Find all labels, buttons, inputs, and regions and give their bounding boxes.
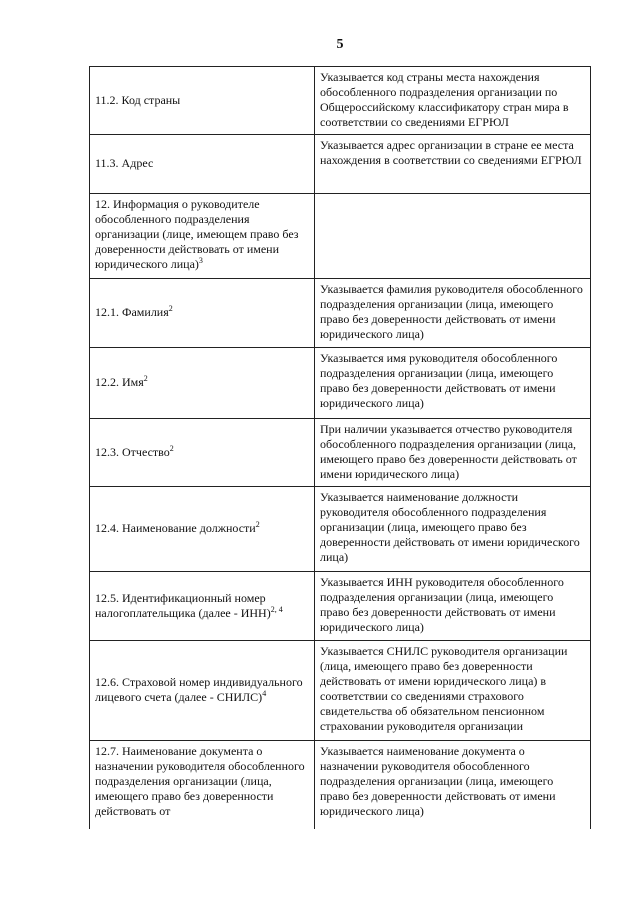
field-label: 12.7. Наименование документа о назначении руководителя обособленного подразделения организации (лица, имеющего право без доверенности действовать от [95,744,305,818]
description-cell: Указывается адрес организации в стране ее места нахождения в соответствии со сведениями ЕГРЮЛ [315,135,591,194]
field-label: 12.4. Наименование должности [95,521,256,535]
field-cell [90,135,315,194]
page-number: 5 [336,37,344,52]
field-label: 12.1. Фамилия [95,305,169,319]
field-cell [90,67,315,135]
field-label: 11.2. Код страны [95,92,181,107]
footnote-ref: 2 [255,520,260,529]
description-cell: Указывается наименование должности руководителя обособленного подразделения организации (лица, имеющего право без доверенности действовать от имени юридического лица) [315,487,591,572]
field-label: 12.5. Идентификационный номер налогоплательщика (далее - ИНН) [95,590,271,620]
field-label: 12.3. Отчество [95,444,170,459]
field-cell [90,279,315,348]
table-row [90,487,591,572]
table-row [90,135,591,194]
footnote-ref: 3 [198,256,203,265]
footnote-ref: 2 [169,443,174,453]
table-row [90,67,591,135]
table-row [90,572,591,641]
description-cell: Указывается СНИЛС руководителя организации (лица, имеющего право без доверенности действовать от имени юридического лица) в соответствии со сведениями страхового свидетельства об обязательном пенсионном страховании руководителя организации [315,641,591,741]
footnote-ref: 2 [168,304,173,313]
table-row [90,279,591,348]
table-row [90,348,591,419]
description-cell: Указывается наименование документа о назначении руководителя обособленного подразделения организации (лица, имеющего право без доверенности действовать от имени юридического лица) [315,741,591,829]
description-cell: При наличии указывается отчество руководителя обособленного подразделения организации (лица, имеющего право без доверенности действовать от имени юридического лица) [315,419,591,487]
field-label: 12. Информация о руководителе обособленного подразделения организации (лице, имеющем право без доверенности действовать от имени юридического лица) [95,197,299,271]
table-row [90,419,591,487]
field-cell [90,194,315,279]
description-cell: Указывается имя руководителя обособленного подразделения организации (лица, имеющего право без доверенности действовать от имени юридического лица) [315,348,591,419]
footnote-ref: 4 [262,689,267,698]
description-cell: Указывается код страны места нахождения обособленного подразделения организации по Общероссийскому классификатору стран мира в соответствии со сведениями ЕГРЮЛ [315,67,591,135]
table-row [90,741,591,829]
field-cell [90,741,315,829]
description-cell [315,194,591,279]
fields-table [89,66,591,829]
field-cell [90,348,315,419]
field-cell [90,419,315,487]
field-label: 12.6. Страховой номер индивидуального лицевого счета (далее - СНИЛС) [95,675,303,704]
field-cell [90,572,315,641]
footnote-ref: 2 [143,374,148,383]
description-cell: Указывается фамилия руководителя обособленного подразделения организации (лица, имеющего право без доверенности действовать от имени юридического лица) [315,279,591,348]
field-cell [90,641,315,741]
field-label: 12.2. Имя [95,375,144,389]
footnote-ref: 2, 4 [270,604,283,614]
field-cell [90,487,315,572]
field-label: 11.3. Адрес [95,156,154,170]
table-row [90,641,591,741]
table-row [90,194,591,279]
description-cell: Указывается ИНН руководителя обособленного подразделения организации (лица, имеющего право без доверенности действовать от имени юридического лица) [315,572,591,641]
